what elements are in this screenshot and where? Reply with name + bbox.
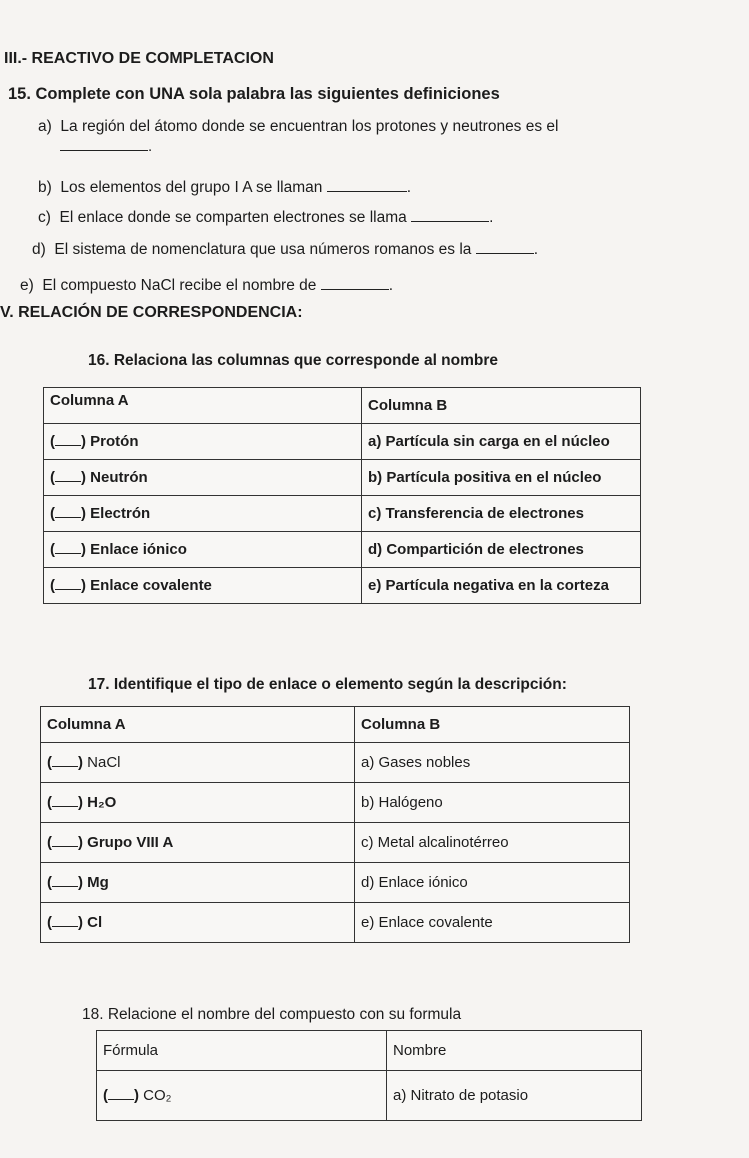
q15-item-e: e) El compuesto NaCl recibe el nombre de .: [20, 277, 394, 294]
q15-item-d-blank[interactable]: [476, 240, 534, 254]
q17-option-d: d) Enlace iónico: [355, 863, 630, 903]
q18-answer-1[interactable]: ( ): [103, 1087, 139, 1104]
q17-col-a-header: Columna A: [41, 707, 355, 743]
q16-option-b: b) Partícula positiva en el núcleo: [362, 460, 641, 496]
q16-answer-5[interactable]: ( ): [50, 577, 86, 594]
q17-option-e: e) Enlace covalente: [355, 903, 630, 943]
table-row: ( ) NaCl: [41, 743, 355, 783]
table-row: ( ) Enlace iónico: [44, 532, 362, 568]
q16-answer-3[interactable]: ( ): [50, 505, 86, 522]
q17-heading: 17. Identifique el tipo de enlace o elemento según la descripción:: [88, 676, 567, 693]
q17-answer-2[interactable]: ( ): [47, 794, 83, 811]
q15-item-c: c) El enlace donde se comparten electrones se llama .: [38, 209, 494, 226]
section-5-title: V. RELACIÓN DE CORRESPONDENCIA:: [0, 304, 303, 321]
q16-option-c: c) Transferencia de electrones: [362, 496, 641, 532]
q17-option-a: a) Gases nobles: [355, 743, 630, 783]
table-row: ( ) Protón: [44, 424, 362, 460]
table-row: ( ) Enlace covalente: [44, 568, 362, 604]
q16-answer-1[interactable]: ( ): [50, 433, 86, 450]
q17-answer-1[interactable]: ( ): [47, 754, 83, 771]
q15-item-b-blank[interactable]: [327, 178, 407, 192]
q16-col-a-header: Columna A: [44, 388, 362, 424]
q17-table: [40, 706, 630, 943]
q17-option-b: b) Halógeno: [355, 783, 630, 823]
section-3-title: III.- REACTIVO DE COMPLETACION: [4, 50, 274, 67]
table-row: ( ) CO₂: [97, 1071, 387, 1121]
q18-heading: 18. Relacione el nombre del compuesto con su formula: [82, 1006, 462, 1023]
q17-option-c: c) Metal alcalinotérreo: [355, 823, 630, 863]
q17-col-b-header: Columna B: [355, 707, 630, 743]
table-row: ( ) Electrón: [44, 496, 362, 532]
q16-heading: 16. Relaciona las columnas que corresponde al nombre: [88, 352, 499, 369]
q16-option-e: e) Partícula negativa en la corteza: [362, 568, 641, 604]
q16-answer-2[interactable]: ( ): [50, 469, 86, 486]
q15-item-e-blank[interactable]: [321, 276, 389, 290]
q17-answer-4[interactable]: ( ): [47, 874, 83, 891]
q16-col-b-header: Columna B: [362, 388, 641, 424]
table-row: ( ) Grupo VIII A: [41, 823, 355, 863]
q18-option-a: a) Nitrato de potasio: [387, 1071, 642, 1121]
table-row: ( ) H₂O: [41, 783, 355, 823]
q18-table: [96, 1030, 642, 1121]
q15-item-c-blank[interactable]: [411, 208, 489, 222]
q17-answer-5[interactable]: ( ): [47, 914, 83, 931]
q16-option-d: d) Compartición de electrones: [362, 532, 641, 568]
q16-option-a: a) Partícula sin carga en el núcleo: [362, 424, 641, 460]
table-row: ( ) Cl: [41, 903, 355, 943]
table-row: ( ) Mg: [41, 863, 355, 903]
q16-table: [43, 387, 641, 604]
q18-col-b-header: Nombre: [387, 1031, 642, 1071]
q15-item-a: a) La región del átomo donde se encuentran los protones y neutrones es el: [38, 118, 559, 135]
q15-item-b: b) Los elementos del grupo I A se llaman .: [38, 179, 411, 196]
q16-answer-4[interactable]: ( ): [50, 541, 86, 558]
table-row: ( ) Neutrón: [44, 460, 362, 496]
q18-col-a-header: Fórmula: [97, 1031, 387, 1071]
q15-item-d: d) El sistema de nomenclatura que usa números romanos es la .: [32, 241, 539, 258]
q17-answer-3[interactable]: ( ): [47, 834, 83, 851]
q15-item-a-blank[interactable]: .: [60, 137, 152, 155]
q15-heading: 15. Complete con UNA sola palabra las siguientes definiciones: [8, 85, 500, 103]
